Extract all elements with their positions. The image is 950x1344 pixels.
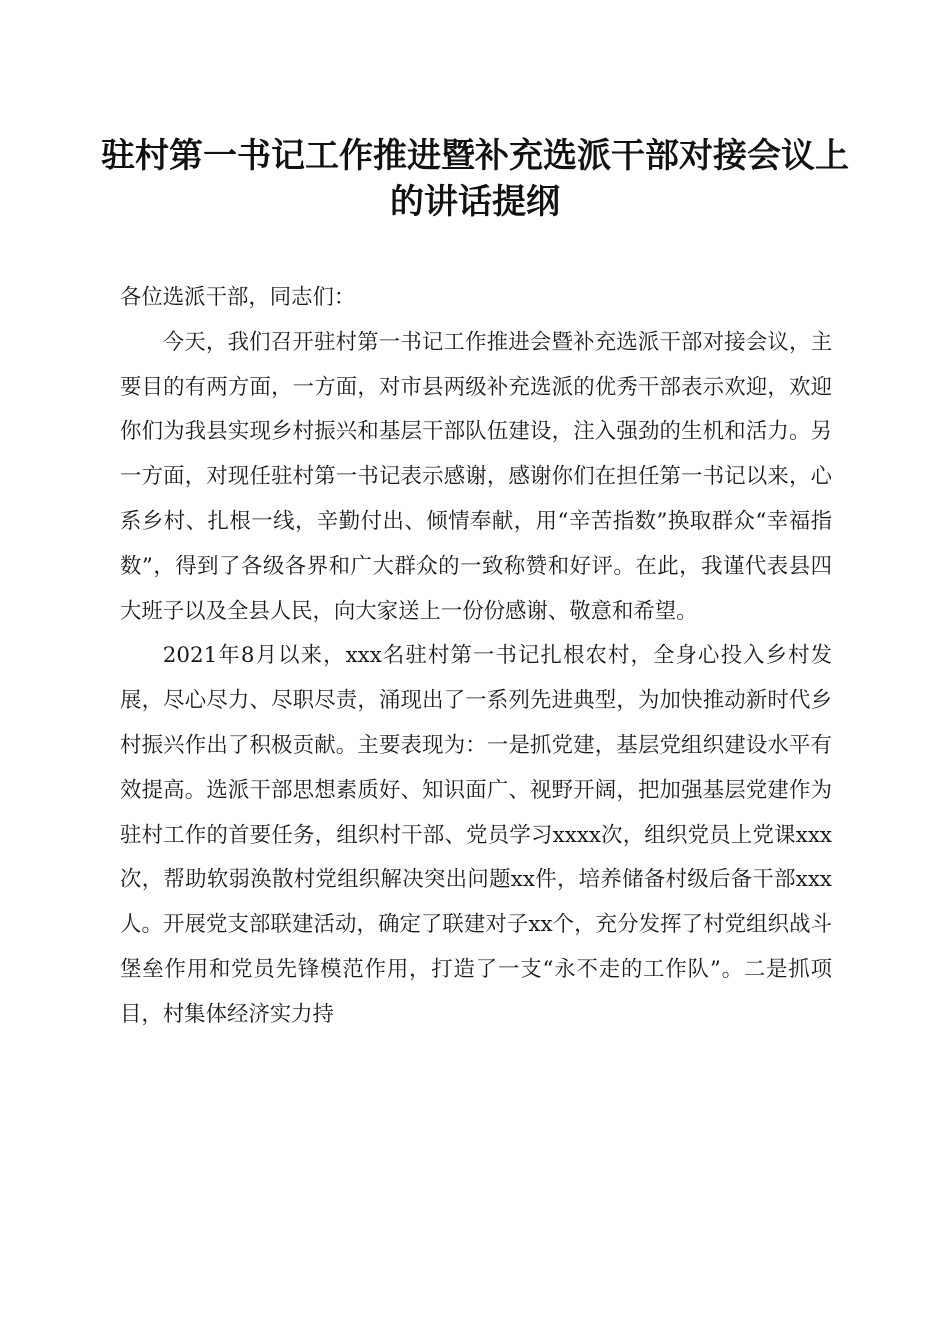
paragraph-achievements: 2021年8月以来，xxx名驻村第一书记扎根农村，全身心投入乡村发展，尽心尽力、尽职尽责，涌现出了一系列先进典型，为加快推动新时代乡村振兴作出了积极贡献。主要表现为：一是抓党建，基层党组织建设水平有效提高。选派干部思想素质好、知识面广、视野开阔，把加强基层党建作为驻村工作的首要任务，组织村干部、党员学习xxxx次，组织党员上党课xxx次，帮助软弱涣散村党组织解决突出问题xx件，培养储备村级后备干部xxx人。开展党支部联建活动，确定了联建对子xx个，充分发挥了村党组织战斗堡垒作用和党员先锋模范作用，打造了一支“永不走的工作队”。二是抓项目，村集体经济实力持 bbox=[120, 643, 832, 1027]
document-body bbox=[120, 276, 832, 1038]
document-title: 驻村第一书记工作推进暨补充选派干部对接会议上的讲话提纲 bbox=[101, 136, 849, 222]
greeting-line: 各位选派干部，同志们： bbox=[120, 285, 356, 310]
paragraph-welcome: 今天，我们召开驻村第一书记工作推进会暨补充选派干部对接会议，主要目的有两方面，一方面，对市县两级补充选派的优秀干部表示欢迎，欢迎你们为我县实现乡村振兴和基层干部队伍建设，注入强劲的生机和活力。另一方面，对现任驻村第一书记表示感谢，感谢你们在担任第一书记以来，心系乡村、扎根一线，辛勤付出、倾情奉献，用“辛苦指数”换取群众“幸福指数”，得到了各级各界和广大群众的一致称赞和好评。在此，我谨代表县四大班子以及全县人民，向大家送上一份份感谢、敬意和希望。 bbox=[120, 329, 832, 624]
